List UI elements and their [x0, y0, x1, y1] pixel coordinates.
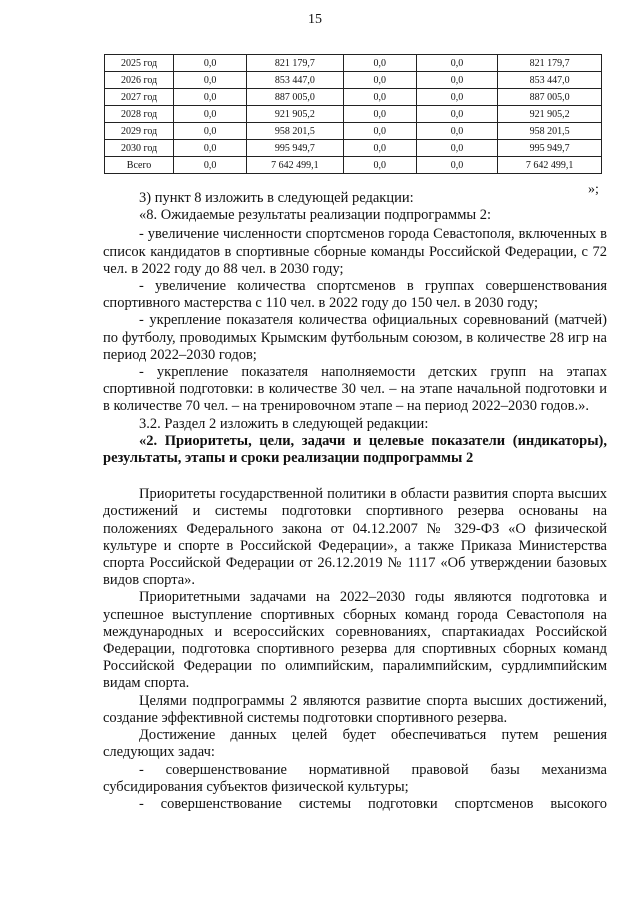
- table-cell-value: 0,0: [416, 72, 498, 89]
- table-cell-value: 853 447,0: [247, 72, 344, 89]
- table-row: [105, 55, 602, 72]
- table-cell-value: 995 949,7: [498, 140, 602, 157]
- paragraph-result-football-matches: - укрепление показателя количества официальных соревнований (матчей) по футболу, проводимых Крымским футбольным союзом, в количестве 28 игр на период 2022–2030 годов;: [103, 312, 607, 363]
- table-cell-value: 0,0: [343, 140, 416, 157]
- table-row: [105, 140, 602, 157]
- table-cell-value: 921 905,2: [498, 106, 602, 123]
- paragraph-result-improvement-groups: - увеличение количества спортсменов в группах совершенствования спортивного мастерства с 110 чел. в 2022 году до 150 чел. в 2030 году;: [103, 278, 607, 312]
- table-row: [105, 72, 602, 89]
- table-row: [105, 157, 602, 174]
- table-cell-value: 7 642 499,1: [247, 157, 344, 174]
- paragraph-task-training-system: - совершенствование системы подготовки спортсменов высокого: [139, 795, 607, 812]
- table-cell-value: 0,0: [343, 72, 416, 89]
- table-cell-value: 0,0: [416, 123, 498, 140]
- paragraph-task-regulation: - совершенствование нормативной правовой базы механизма субсидирования субъектов физической культуры;: [103, 761, 607, 795]
- table-cell-value: 0,0: [343, 106, 416, 123]
- table-cell-value: 0,0: [174, 89, 247, 106]
- paragraph-priority-tasks: Приоритетными задачами на 2022–2030 годы являются подготовка и успешное выступление спортивных сборных команд города Севастополя на международных и всероссийских соревнованиях, спартакиадах Российской Федерации, подготовка спортивного резерва для спортивных сборных команд Российской Федерации по олимпийским, паралимпийским, сурдлимпийским видам спорта.: [103, 589, 607, 692]
- section-2-heading: «2. Приоритеты, цели, задачи и целевые показатели (индикаторы), результаты, этапы и сроки реализации подпрограммы 2: [103, 432, 607, 467]
- table-cell-value: 0,0: [174, 140, 247, 157]
- table-row: [105, 106, 602, 123]
- table-cell-value: 958 201,5: [498, 123, 602, 140]
- paragraph-tasks-intro: Достижение данных целей будет обеспечиваться путем решения следующих задач:: [103, 727, 607, 761]
- table-cell-year: 2029 год: [105, 123, 174, 140]
- table-cell-value: 0,0: [416, 89, 498, 106]
- paragraph-priorities: Приоритеты государственной политики в области развития спорта высших достижений и системы подготовки спортивного резерва основаны на положениях Федерального закона от 04.12.2007 № 329-ФЗ «О физической культуре и спорте в Российской Федерации», а также Приказа Министерства спорта Российской Федерации от 26.12.2019 № 1117 «Об утверждении базовых видов спорта».: [103, 486, 607, 589]
- financing-table-body: [105, 55, 602, 174]
- table-cell-year: Всего: [105, 157, 174, 174]
- table-cell-value: 887 005,0: [247, 89, 344, 106]
- body-text: [103, 190, 607, 813]
- table-cell-year: 2025 год: [105, 55, 174, 72]
- paragraph-section-2-intro: 3.2. Раздел 2 изложить в следующей редакции:: [139, 415, 429, 432]
- table-cell-year: 2027 год: [105, 89, 174, 106]
- table-cell-value: 0,0: [416, 157, 498, 174]
- table-cell-value: 0,0: [416, 106, 498, 123]
- table-cell-year: 2028 год: [105, 106, 174, 123]
- table-cell-value: 921 905,2: [247, 106, 344, 123]
- paragraph-expected-results-heading: «8. Ожидаемые результаты реализации подпрограммы 2:: [139, 207, 492, 224]
- table-cell-value: 0,0: [416, 55, 498, 72]
- table-cell-value: 0,0: [343, 89, 416, 106]
- table-cell-value: 995 949,7: [247, 140, 344, 157]
- table-cell-year: 2030 год: [105, 140, 174, 157]
- closing-quote: »;: [588, 182, 599, 197]
- page-number: 15: [308, 12, 322, 27]
- table-cell-value: 0,0: [174, 72, 247, 89]
- table-row: [105, 89, 602, 106]
- table-cell-value: 0,0: [174, 123, 247, 140]
- financing-table: [104, 54, 602, 174]
- table-cell-value: 958 201,5: [247, 123, 344, 140]
- paragraph-goals: Целями подпрограммы 2 являются развитие спорта высших достижений, создание эффективной системы подготовки спортивного резерва.: [103, 692, 607, 726]
- paragraph-result-children-groups: - укрепление показателя наполняемости детских групп на этапах спортивной подготовки: в количестве 30 чел. – на этапе начальной подготовки и в количестве 70 чел. – на тренировочном этапе – на период 2022–2030 годов.».: [103, 364, 607, 415]
- table-cell-value: 0,0: [174, 55, 247, 72]
- table-cell-value: 0,0: [343, 123, 416, 140]
- table-cell-value: 821 179,7: [498, 55, 602, 72]
- table-cell-value: 7 642 499,1: [498, 157, 602, 174]
- table-cell-value: 821 179,7: [247, 55, 344, 72]
- table-cell-value: 0,0: [343, 157, 416, 174]
- paragraph-result-candidates: - увеличение численности спортсменов города Севастополя, включенных в список кандидатов в спортивные сборные команды Российской Федерации, с 72 чел. в 2022 году до 88 чел. в 2030 году;: [103, 226, 607, 277]
- table-cell-value: 0,0: [174, 157, 247, 174]
- table-cell-year: 2026 год: [105, 72, 174, 89]
- table-cell-value: 887 005,0: [498, 89, 602, 106]
- table-cell-value: 0,0: [343, 55, 416, 72]
- table-row: [105, 123, 602, 140]
- paragraph-point-8-intro: 3) пункт 8 изложить в следующей редакции:: [139, 190, 414, 206]
- table-cell-value: 0,0: [416, 140, 498, 157]
- table-cell-value: 853 447,0: [498, 72, 602, 89]
- table-cell-value: 0,0: [174, 106, 247, 123]
